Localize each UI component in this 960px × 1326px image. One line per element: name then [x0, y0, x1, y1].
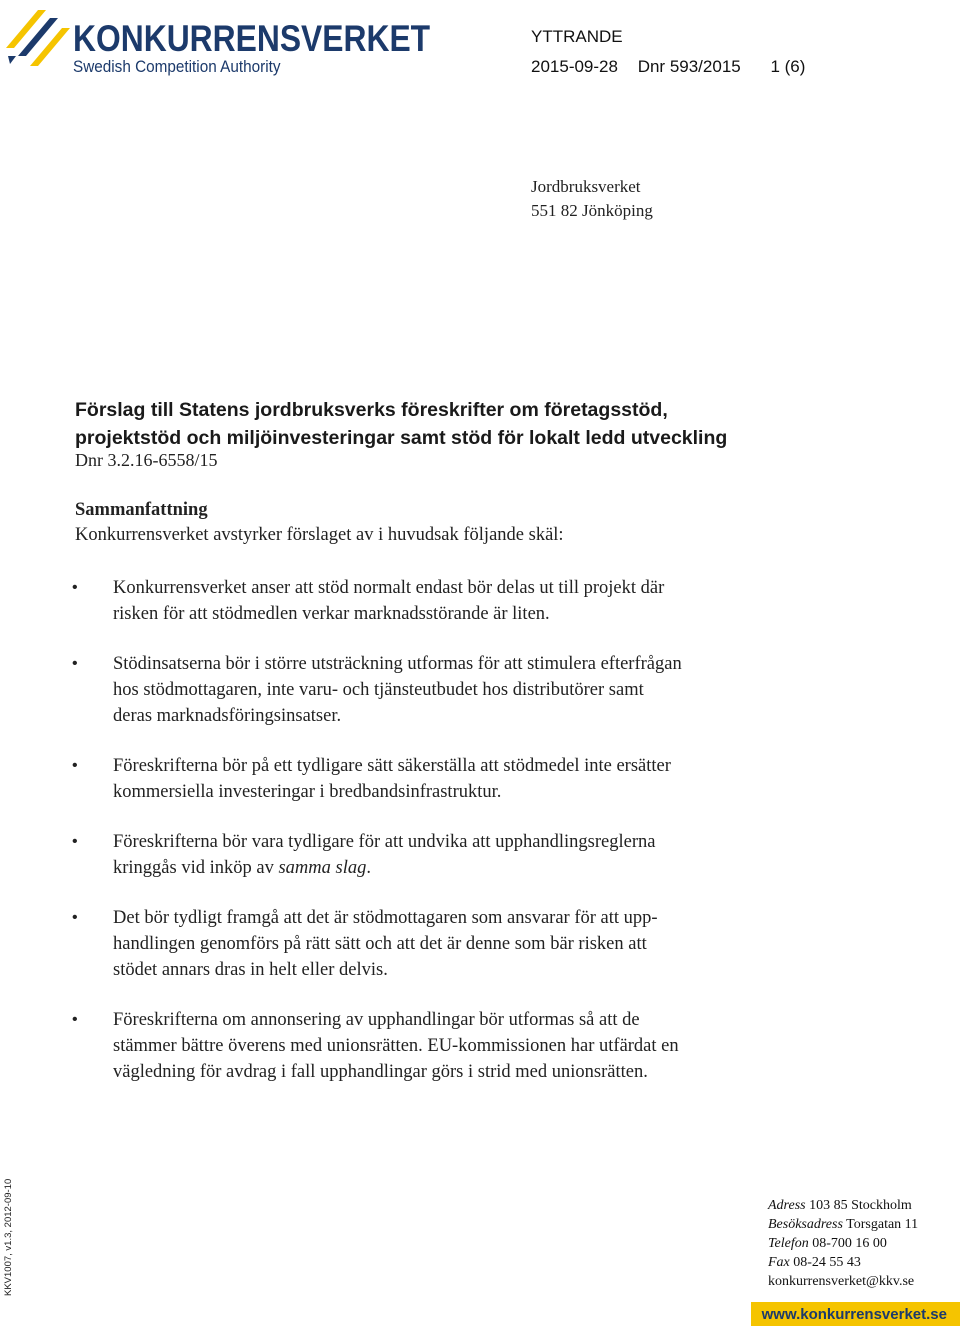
bullet-line: risken för att stödmedlen verkar marknadsstörande är liten. [113, 604, 550, 624]
bullet-text: . [366, 858, 371, 878]
contact-block [768, 1196, 918, 1291]
list-item [72, 1007, 792, 1085]
bullet-line: Stödinsatserna bör i större utsträckning utformas för att stimulera efterfrågan [113, 654, 682, 674]
title-line-1: Förslag till Statens jordbruksverks föreskrifter om företagsstöd, [75, 399, 668, 421]
bullet-line: stödet annars dras in helt eller delvis. [113, 960, 388, 980]
recipient-postal: 551 82 Jönköping [531, 201, 653, 220]
bullet-line: vägledning för avdrag i fall upphandlingar görs i strid med unionsrätten. [113, 1062, 648, 1082]
contact-address [768, 1196, 918, 1215]
contact-visit [768, 1215, 918, 1234]
recipient-name: Jordbruksverket [531, 177, 641, 196]
list-item [72, 753, 792, 805]
recipient-address [531, 175, 653, 223]
contact-label: Adress [768, 1198, 806, 1213]
document-type: YTTRANDE [531, 27, 623, 46]
summary-bullet-list [72, 575, 792, 1109]
emphasis-text: samma slag [278, 858, 367, 878]
bullet-line: hos stödmottagaren, inte varu- och tjänsteutbudet hos distributörer samt [113, 680, 644, 700]
title-line-2: projektstöd och miljöinvesteringar samt stöd för lokalt ledd utveckling [75, 427, 728, 449]
case-number: Dnr 3.2.16-6558/15 [75, 450, 218, 470]
list-item [72, 575, 792, 627]
bullet-marker: • [72, 1011, 78, 1028]
list-item [72, 651, 792, 729]
bullet-text: kringgås vid inköp av [113, 858, 279, 878]
bullet-marker: • [72, 579, 78, 596]
bullet-line: Föreskrifterna bör på ett tydligare sätt säkerställa att stödmedel inte ersätter [113, 756, 671, 776]
document-dnr: Dnr 593/2015 [637, 57, 741, 76]
contact-value: Torsgatan 11 [846, 1217, 919, 1232]
bullet-line: Föreskrifterna bör vara tydligare för att undvika att upphandlingsreglerna [113, 832, 656, 852]
contact-label: Fax [768, 1255, 790, 1270]
document-date: 2015-09-28 [531, 57, 618, 76]
bullet-line: stämmer bättre överens med unionsrätten. EU-kommissionen har utfärdat en [113, 1036, 679, 1056]
logo-subtitle: Swedish Competition Authority [73, 57, 281, 76]
website-link[interactable]: www.konkurrensverket.se [751, 1302, 960, 1326]
bullet-line: Det bör tydligt framgå att det är stödmottagaren som ansvarar för att upp- [113, 908, 658, 928]
bullet-line: deras marknadsföringsinsatser. [113, 706, 342, 726]
document-title [75, 396, 835, 452]
contact-label: Telefon [768, 1236, 809, 1251]
bullet-line: handlingen genomförs på rätt sätt och att det är denne som bär risken att [113, 934, 647, 954]
bullet-marker: • [72, 757, 78, 774]
bullet-marker: • [72, 833, 78, 850]
list-item [72, 829, 792, 881]
document-meta [531, 57, 805, 77]
bullet-line: Konkurrensverket anser att stöd normalt endast bör delas ut till projekt där [113, 578, 665, 598]
contact-fax [768, 1253, 918, 1272]
contact-value: 08-24 55 43 [793, 1255, 861, 1270]
section-heading: Sammanfattning [75, 500, 208, 520]
contact-value: 08-700 16 00 [812, 1236, 887, 1251]
bullet-marker: • [72, 909, 78, 926]
logo-name: KONKURRENSVERKET [73, 18, 431, 59]
list-item [72, 905, 792, 983]
summary-intro: Konkurrensverket avstyrker förslaget av i huvudsak följande skäl: [75, 525, 564, 545]
contact-email[interactable]: konkurrensverket@kkv.se [768, 1274, 915, 1289]
page-number: 1 (6) [770, 57, 806, 76]
bullet-marker: • [72, 655, 78, 672]
bullet-line [113, 855, 792, 881]
bullet-line: Föreskrifterna om annonsering av upphandlingar bör utformas så att de [113, 1010, 640, 1030]
contact-label: Besöksadress [768, 1217, 843, 1232]
contact-value: 103 85 Stockholm [809, 1198, 912, 1213]
form-code: KKV1007, v1.3, 2012-09-10 [3, 1178, 14, 1296]
bullet-line: kommersiella investeringar i bredbandsinfrastruktur. [113, 782, 502, 802]
logo-mark-icon [4, 4, 70, 74]
contact-phone [768, 1234, 918, 1253]
